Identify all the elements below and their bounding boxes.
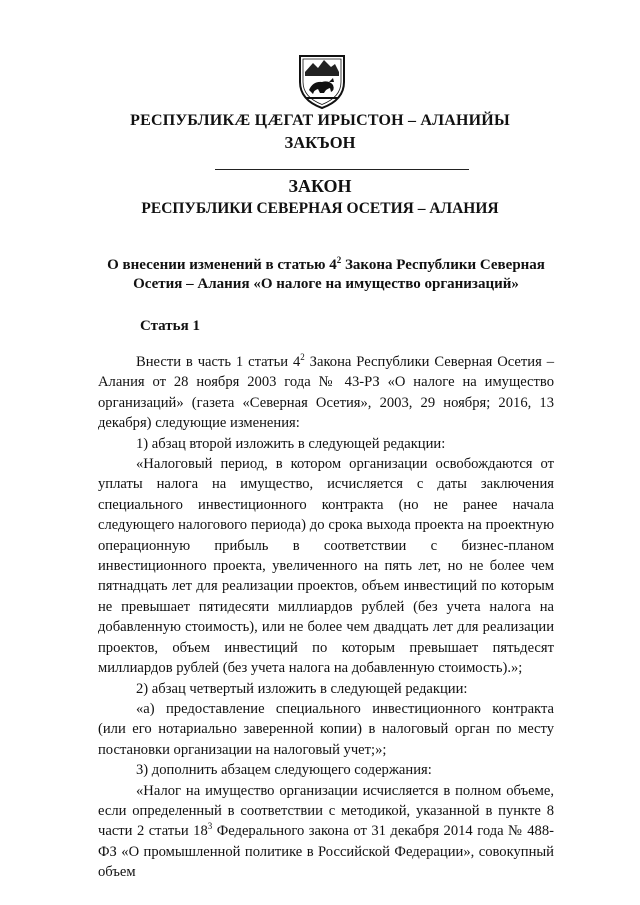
- paragraph-item-2: 2) абзац четвертый изложить в следующей редакции:: [136, 680, 468, 697]
- law-title-part2: Закона Республики Северная Осетия – Алания «О налоге на имущество организаций»: [133, 257, 545, 292]
- coat-of-arms-emblem: [296, 52, 348, 110]
- header-law: ЗАКОН: [288, 176, 352, 196]
- paragraph-quote-3-text-a: «Налог на имущество организации исчисляется в полном объеме, если определенный в соответствии с методикой, указанной в пункте 8 части 2 статьи 18: [98, 782, 554, 840]
- paragraph-quote-2: «а) предоставление специального инвестиционного контракта (или его нотариально заверенной копии) в налоговый орган по месту постановки организации на налоговый учет;»;: [98, 700, 554, 758]
- divider-line: [215, 169, 469, 170]
- paragraph-quote-3: [98, 781, 554, 883]
- paragraph-item-1: 1) абзац второй изложить в следующей редакции:: [136, 435, 446, 452]
- paragraph-quote-3-text-b: Федерального закона от 31 декабря 2014 года № 488-ФЗ «О промышленной политике в Российской Федерации», совокупный объем: [98, 823, 555, 881]
- paragraph-intro: [98, 352, 554, 434]
- paragraph-intro-text-a: Внести в часть 1 статьи 4: [136, 354, 301, 370]
- document-body: [98, 352, 554, 883]
- paragraph-item-3: 3) дополнить абзацем следующего содержания:: [136, 762, 432, 779]
- paragraph-quote-1: «Налоговый период, в котором организации освобождаются от уплаты налога на имущество, исчисляется с даты заключения специального инвестиционного контракта (но не ранее начала следующего налогового периода) до срока выхода проекта на проектную операционную прибыль в соответствии с бизнес-планом инвестиционного проекта, увеличенного на пять лет, но не более чем пятнадцать лет для реализации проектов, объем инвестиций по которым не превышает пятидесяти миллиардов рублей (без учета налога на добавленную стоимость), или не более чем двадцать лет для реализации проектов, объем инвестиций по которым превышает пятьдесят миллиардов рублей (без учета налога на добавленную стоимость).»;: [98, 456, 554, 677]
- paragraph-quote-3-sup: 3: [207, 821, 213, 832]
- header-republic: РЕСПУБЛИКИ СЕВЕРНАЯ ОСЕТИЯ – АЛАНИЯ: [141, 200, 499, 217]
- law-title: [96, 256, 556, 294]
- header-ossetian-republic: РЕСПУБЛИКÆ ЦÆГАТ ИРЫСТОН – АЛАНИЙЫ: [130, 112, 510, 129]
- law-title-sup: 2: [336, 255, 342, 265]
- paragraph-intro-sup: 2: [300, 352, 305, 363]
- law-title-part1: О внесении изменений в статью 4: [107, 257, 337, 273]
- header-ossetian-law: ЗАКЪОН: [284, 133, 356, 152]
- article-heading: Статья 1: [140, 318, 200, 334]
- paragraph-intro-text-b: Закона Республики Северная Осетия – Алания от 28 ноября 2003 года № 43-РЗ «О налоге на имущество организаций» (газета «Северная Осетия», 2003, 29 ноября; 2016, 13 декабря) следующие изменения:: [98, 354, 554, 432]
